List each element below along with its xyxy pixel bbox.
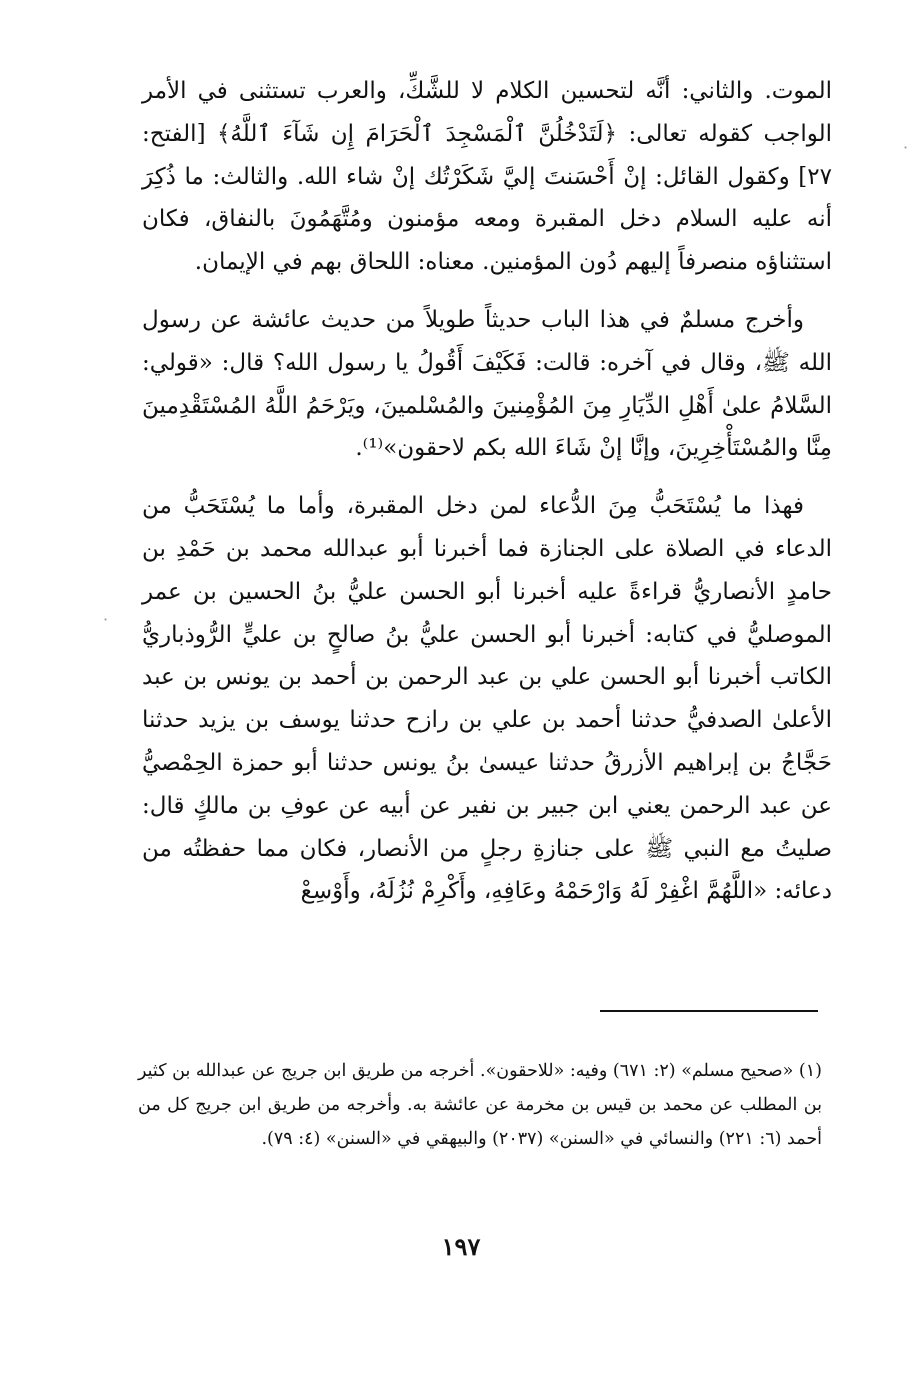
- page-number: ١٩٧: [441, 1232, 481, 1261]
- paragraph-2: وأخرج مسلمٌ في هذا الباب حديثاً طويلاً من حديث عائشة عن رسول الله ﷺ، وقال في آخره: قالت: فَكَيْفَ أَقُولُ يا رسول الله؟ قال: «قولي: السَّلامُ علىٰ أَهْلِ الدِّيَارِ مِنَ المُؤْمِنينَ والمُسْلمينَ، ويَرْحَمُ اللَّهُ المُسْتَقْدِمينَ مِنَّا والمُسْتَأْخِرِينَ، وإنَّا إنْ شَاءَ الله بكم لاحقون»⁽¹⁾.: [142, 306, 832, 462]
- footnotes: [138, 1054, 822, 1156]
- margin-speck-left: ·: [103, 610, 109, 629]
- margin-speck-right: ·: [903, 138, 909, 157]
- footnote-1: (١) «صحيح مسلم» (٢: ٦٧١) وفيه: «للاحقون». أخرجه من طريق ابن جريج عن عبدالله بن كثير بن المطلب عن محمد بن قيس بن مخرمة عن عائشة به. وأخرجه من طريق ابن جريج كل من أحمد (٦: ٢٢١) والنسائي في «السنن» (٢٠٣٧) والبيهقي في «السنن» (٤: ٧٩).: [138, 1061, 822, 1149]
- footnote-separator: [600, 1010, 818, 1012]
- main-text-body: [142, 70, 832, 913]
- paragraph-1: الموت. والثاني: أنَّه لتحسين الكلام لا للشَّكِّ، والعرب تستثنى في الأمر الواجب كقوله تعالى: ﴿لَتَدْخُلُنَّ ٱلْمَسْجِدَ ٱلْحَرَامَ إِن شَآءَ ٱللَّهُ﴾ [الفتح: ٢٧] وكقول القائل: إنْ أَحْسَنتَ إليَّ شَكَرْتُك إنْ شاء الله. والثالث: ما ذُكِرَ أنه عليه السلام دخل المقبرة ومعه مؤمنون ومُتَّهَمُونَ بالنفاق، فكان استثناؤه منصرفاً إليهم دُون المؤمنين. معناه: اللحاق بهم في الإيمان.: [142, 78, 832, 276]
- paragraph-3: فهذا ما يُسْتَحَبُّ مِنَ الدُّعاء لمن دخل المقبرة، وأما ما يُسْتَحَبُّ من الدعاء في الصلاة على الجنازة فما أخبرنا أبو عبدالله محمد بن حَمْدِ بن حامدٍ الأنصاريُّ قراءةً عليه أخبرنا أبو الحسن عليُّ بنُ الحسين بن عمر الموصليُّ في كتابه: أخبرنا أبو الحسن عليُّ بنُ صالحٍ بن عليٍّ الرُّوذباريُّ الكاتب أخبرنا أبو الحسن علي بن عبد الرحمن بن أحمد بن يونس بن عبد الأعلىٰ الصدفيُّ حدثنا أحمد بن علي بن رازح حدثنا يوسف بن يزيد حدثنا حَجَّاجُ بن إبراهيم الأزرقُ حدثنا عيسىٰ بنُ يونس حدثنا أبو حمزة الحِمْصيُّ عن عبد الرحمن يعني ابن جبير بن نفير عن أبيه عن عوفِ بن مالكٍ قال: صليتُ مع النبي ﷺ على جنازةِ رجلٍ من الأنصار، فكان مما حفظتُه من دعائه: «اللَّهُمَّ اغْفِرْ لَهُ وَارْحَمْهُ وعَافِهِ، وأَكْرِمْ نُزُلَهُ، وأَوْسِعْ: [142, 493, 832, 905]
